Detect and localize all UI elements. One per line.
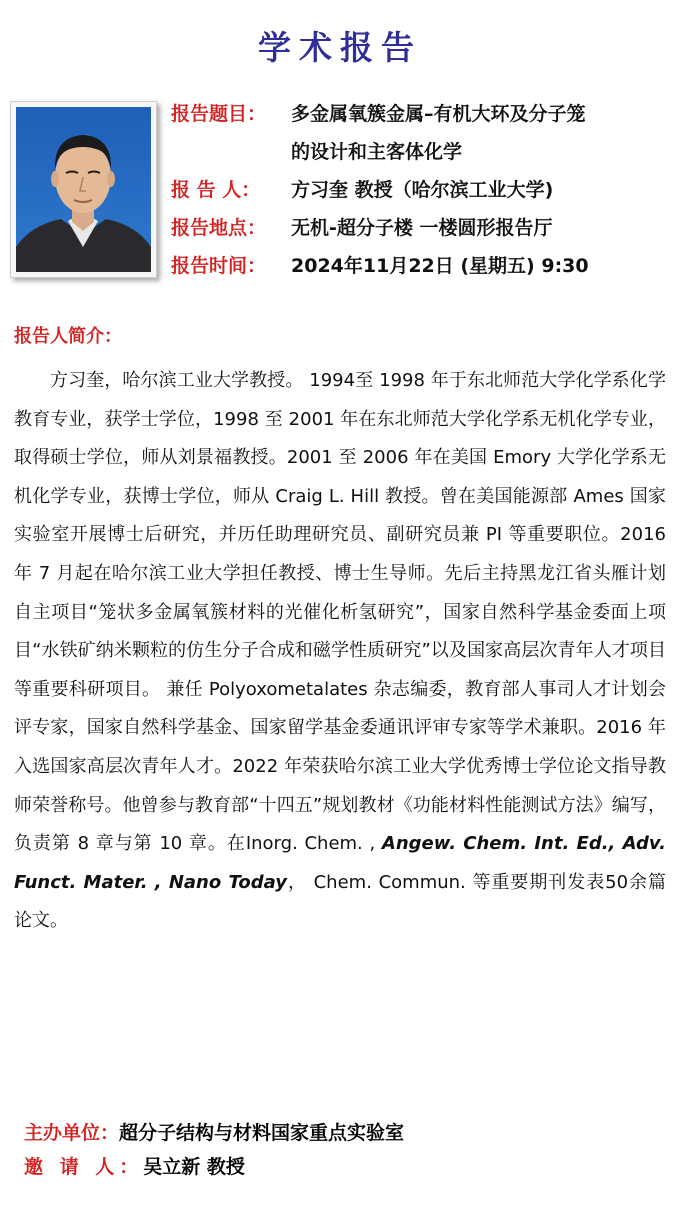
time-value: 2024年11月22日 (星期五) 9:30 (291, 255, 589, 277)
organizer-row (24, 1116, 404, 1150)
organizer-value: 超分子结构与材料国家重点实验室 (119, 1122, 405, 1144)
venue-label: 报告地点： (171, 217, 267, 239)
topic-value (291, 100, 586, 166)
topic-line-1: 多金属氧簇金属–有机大环及分子笼 (291, 103, 586, 125)
talk-info (171, 100, 676, 290)
bio-part-1: 方习奎，哈尔滨工业大学教授。 1994至 1998 年于东北师范大学化学系化学教育专业，获学士学位，1998 至 2001 年在东北师范大学化学系无机化学专业，取得硕士学位，师从刘景福教授。2001 至 2006 年在美国 Emory 大学化学系无机化学专业，获博士学位，师从 Craig L. Hill 教授。曾在美国能源部 Ames 国家实验室开展博士后研究，并历任助理研究员、副研究员兼 PI 等重要职位。2016 年 7 月起在哈尔滨工业大学担任教授、博士生导师。先后主持黑龙江省头雁计划自主项目“笼状多金属氧簇材料的光催化析氢研究”，国家自然科学基金委面上项目“水铁矿纳米颗粒的仿生分子合成和磁学性质研究”以及国家高层次青年人才项目等重要科研项目。 兼任 Polyoxometalates 杂志编委，教育部人事司人才计划会评专家，国家自然科学基金、国家留学基金委通讯评审专家等学术兼职。2016 年入选国家高层次青年人才。2022 年荣获哈尔滨工业大学优秀博士学位论文指导教师荣誉称号。他曾参与教育部“十四五”规划教材《功能材料性能测试方法》编写，负责第 8 章与第 10 章。在Inorg. Chem. , (14, 370, 666, 855)
speaker-value: 方习奎 教授（哈尔滨工业大学) (291, 179, 554, 201)
footer (24, 1116, 404, 1184)
topic-line-2: 的设计和主客体化学 (291, 141, 463, 163)
bio-journals: Angew. Chem. Int. Ed., Adv. Funct. Mater. , Nano Today (14, 833, 666, 893)
topic-label: 报告题目： (171, 103, 267, 125)
venue-value: 无机-超分子楼 一楼圆形报告厅 (291, 217, 553, 239)
speaker-portrait (16, 107, 151, 272)
inviter-row (24, 1150, 404, 1184)
organizer-label: 主办单位： (24, 1122, 120, 1144)
bio-part-2: ， Chem. Commun. 等重要期刊发表50余篇论文。 (14, 871, 667, 932)
speaker-photo (10, 101, 157, 278)
time-label: 报告时间： (171, 255, 267, 277)
time-row (171, 252, 676, 280)
speaker-label: 报 告 人： (171, 179, 261, 201)
speaker-row (171, 176, 676, 204)
inviter-value: 吴立新 教授 (143, 1156, 245, 1178)
bio-heading: 报告人简介： (14, 326, 122, 347)
topic-row (171, 100, 676, 166)
page-title: 学术报告 (258, 28, 422, 67)
venue-row (171, 214, 676, 242)
bio-text (14, 362, 666, 941)
inviter-label: 邀 请 人： (24, 1156, 144, 1178)
